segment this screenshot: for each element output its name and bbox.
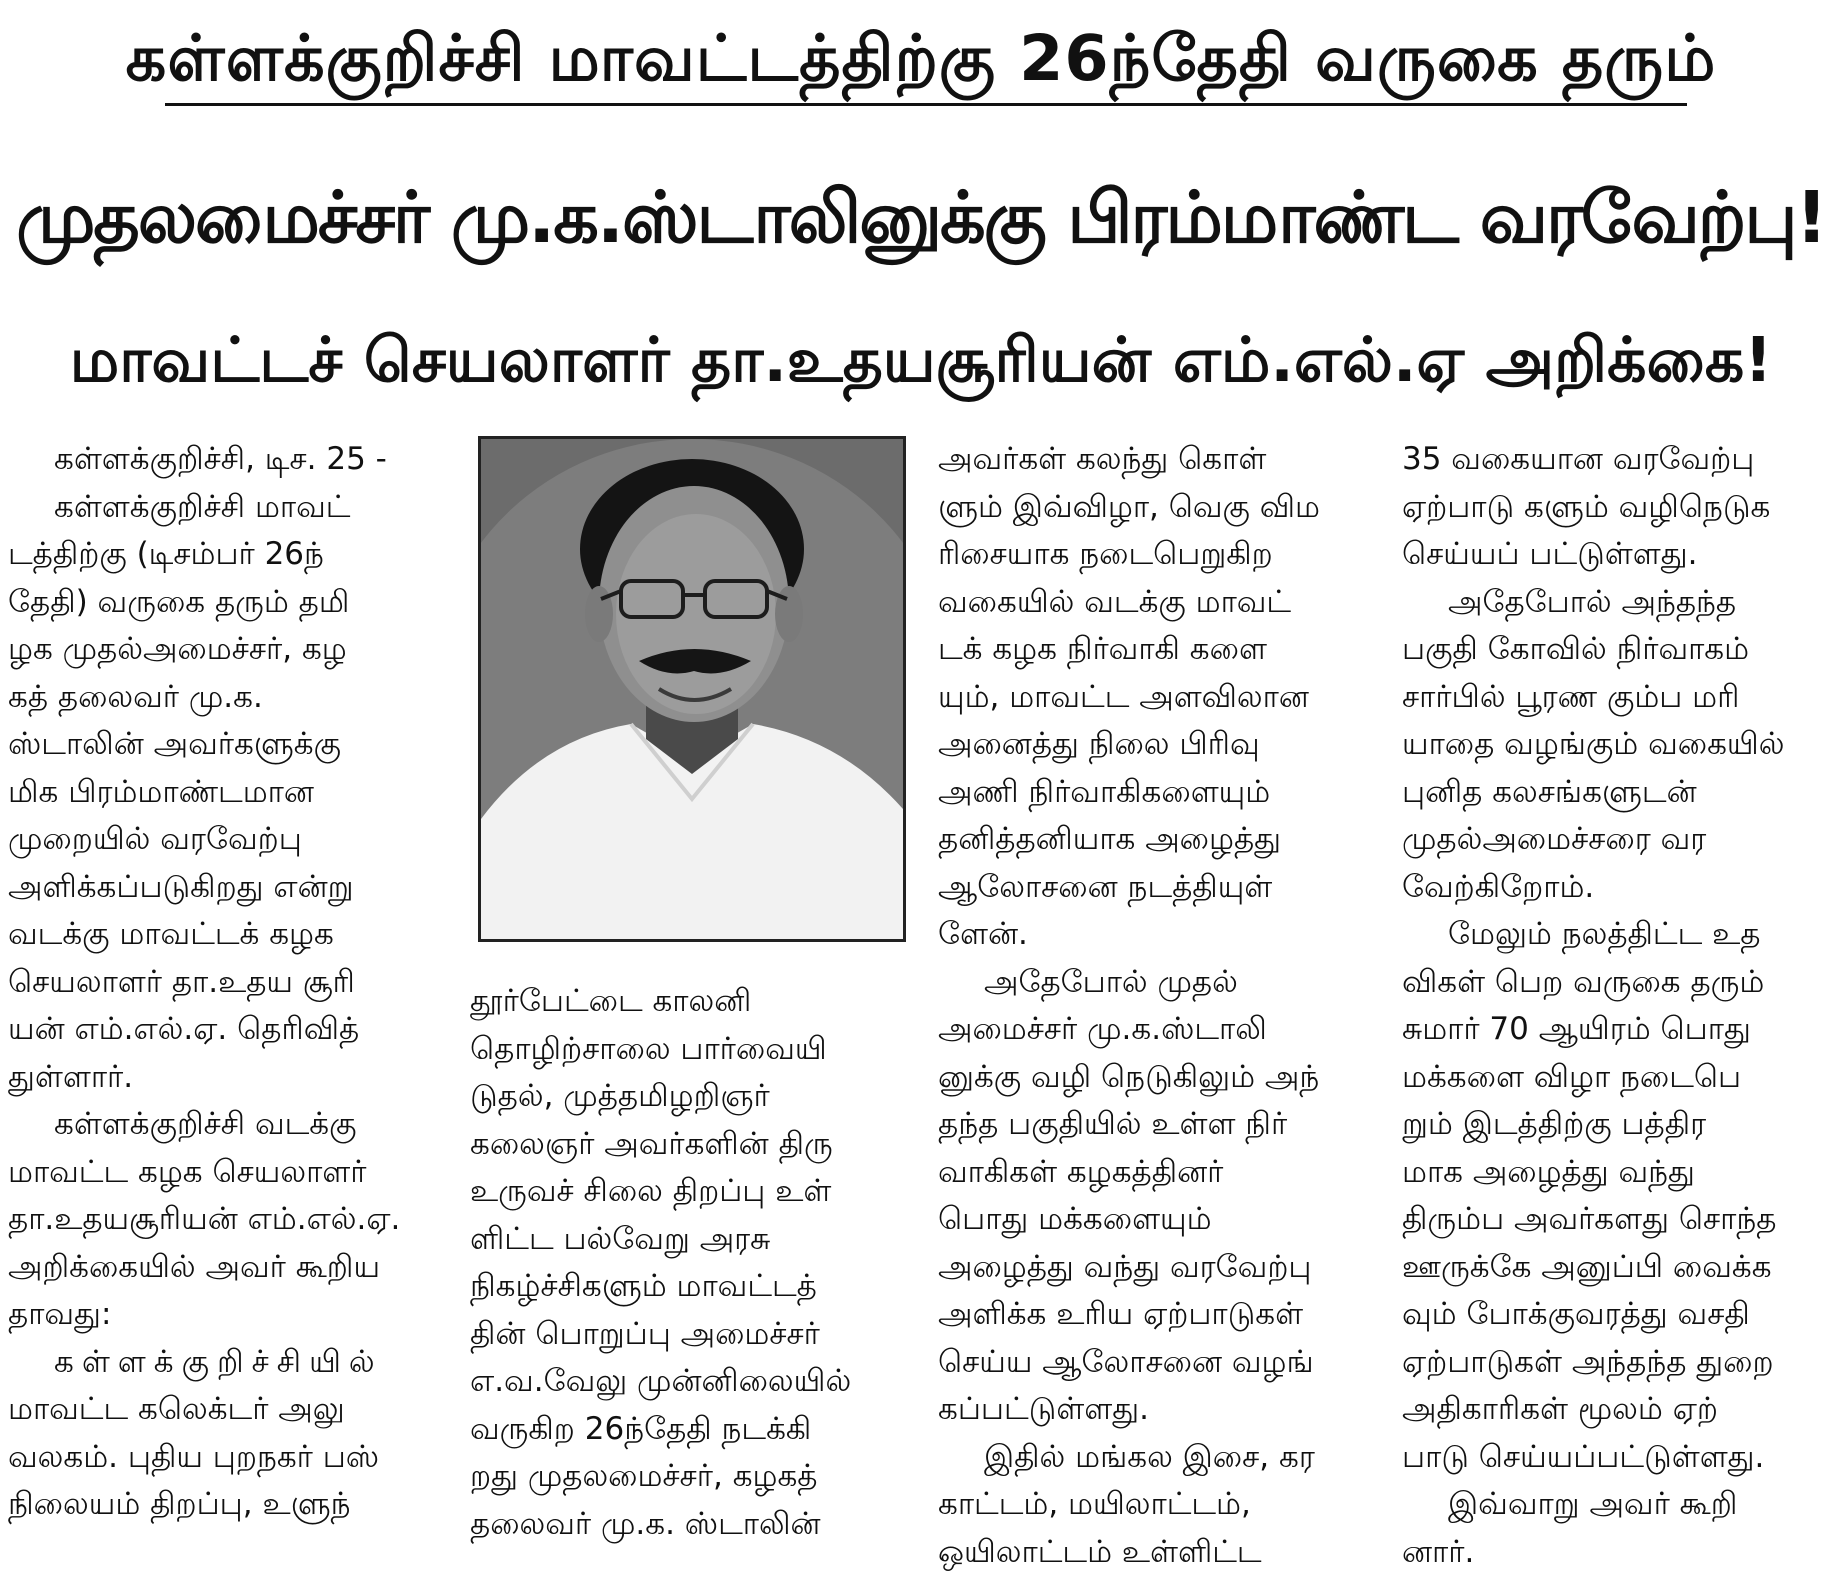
text-line: றும் இடத்திற்கு பத்திர: [1402, 1101, 1834, 1149]
text-line: அணி நிர்வாகிகளையும்: [938, 769, 1370, 817]
article-column-3: [938, 436, 1370, 1576]
text-line: இவ்வாறு அவர் கூறி: [1402, 1481, 1834, 1529]
text-line: 35 வகையான வரவேற்பு: [1402, 436, 1834, 484]
text-line: நிகழ்ச்சிகளும் மாவட்டத்: [470, 1263, 910, 1311]
text-line: புனித கலசங்களுடன்: [1402, 769, 1834, 817]
text-line: கள்ளக்குறிச்சி, டிச. 25 -: [8, 436, 438, 484]
text-line: மேலும் நலத்திட்ட உத: [1402, 911, 1834, 959]
kicker-line: கள்ளக்குறிச்சி மாவட்டத்திற்கு 26ந்தேதி வருகை தரும்: [0, 18, 1842, 98]
text-line: தூர்பேட்டை காலனி: [470, 978, 910, 1026]
text-line: காட்டம், மயிலாட்டம்,: [938, 1481, 1370, 1529]
text-line: ஒயிலாட்டம் உள்ளிட்ட: [938, 1529, 1370, 1576]
portrait-figure: [481, 439, 903, 939]
text-line: பகுதி கோவில் நிர்வாகம்: [1402, 626, 1834, 674]
text-line: தாவது:: [8, 1291, 438, 1339]
text-line: விகள் பெற வருகை தரும்: [1402, 959, 1834, 1007]
text-line: தனித்தனியாக அழைத்து: [938, 816, 1370, 864]
text-line: மக்களை விழா நடைபெ: [1402, 1054, 1834, 1102]
text-line: கள்ளக்குறிச்சி வடக்கு: [8, 1101, 438, 1149]
text-line: கத் தலைவர் மு.க.: [8, 674, 438, 722]
text-line: ளும் இவ்விழா, வெகு விம: [938, 484, 1370, 532]
portrait-photo: [478, 436, 906, 942]
text-line: ரிசையாக நடைபெறுகிற: [938, 531, 1370, 579]
text-line: அனைத்து நிலை பிரிவு: [938, 721, 1370, 769]
article-column-4: [1402, 436, 1834, 1576]
text-line: டக் கழக நிர்வாகி களை: [938, 626, 1370, 674]
text-line: ளேன்.: [938, 911, 1370, 959]
text-line: பொது மக்களையும்: [938, 1196, 1370, 1244]
text-line: ஏற்பாடுகள் அந்தந்த துறை: [1402, 1339, 1834, 1387]
text-line: ழக முதல்அமைச்சர், கழ: [8, 626, 438, 674]
text-line: துள்ளார்.: [8, 1054, 438, 1102]
text-line: எ.வ.வேலு முன்னிலையில்: [470, 1358, 910, 1406]
text-line: ஏற்பாடு களும் வழிநெடுக: [1402, 484, 1834, 532]
subheadline: மாவட்டச் செயலாளர் தா.உதயசூரியன் எம்.எல்.ஏ அறிக்கை!: [0, 315, 1842, 405]
text-line: மாவட்ட கலெக்டர் அலு: [8, 1386, 438, 1434]
text-line: யும், மாவட்ட அளவிலான: [938, 674, 1370, 722]
text-line: அழைத்து வந்து வரவேற்பு: [938, 1244, 1370, 1292]
text-line: கள்ளக்குறிச்சி மாவட்: [8, 484, 438, 532]
text-line: அதிகாரிகள் மூலம் ஏற்: [1402, 1386, 1834, 1434]
text-line: பாடு செய்யப்பட்டுள்ளது.: [1402, 1434, 1834, 1482]
text-line: ளிட்ட பல்வேறு அரசு: [470, 1216, 910, 1264]
text-line: நிலையம் திறப்பு, உளுந்: [8, 1481, 438, 1529]
article-column-1: [8, 436, 438, 1529]
text-line: கப்பட்டுள்ளது.: [938, 1386, 1370, 1434]
text-line: தொழிற்சாலை பார்வையி: [470, 1026, 910, 1074]
text-line: வலகம். புதிய புறநகர் பஸ்: [8, 1434, 438, 1482]
text-line: தேதி) வருகை தரும் தமி: [8, 579, 438, 627]
text-line: தின் பொறுப்பு அமைச்சர்: [470, 1311, 910, 1359]
divider-rule: [165, 103, 1687, 106]
text-line: அமைச்சர் மு.க.ஸ்டாலி: [938, 1006, 1370, 1054]
text-line: மாக அழைத்து வந்து: [1402, 1149, 1834, 1197]
headline: முதலமைச்சர் மு.க.ஸ்டாலினுக்கு பிரம்மாண்ட வரவேற்பு!: [0, 148, 1842, 288]
text-line: தலைவர் மு.க. ஸ்டாலின்: [470, 1501, 910, 1549]
text-line: கள்ளக்குறிச்சியில்: [8, 1339, 438, 1387]
text-line: யாதை வழங்கும் வகையில்: [1402, 721, 1834, 769]
text-line: செய்ய ஆலோசனை வழங்: [938, 1339, 1370, 1387]
text-line: றது முதலமைச்சர், கழகத்: [470, 1453, 910, 1501]
text-line: தா.உதயசூரியன் எம்.எல்.ஏ.: [8, 1196, 438, 1244]
text-line: வகையில் வடக்கு மாவட்: [938, 579, 1370, 627]
text-line: வாகிகள் கழகத்தினர்: [938, 1149, 1370, 1197]
text-line: வருகிற 26ந்தேதி நடக்கி: [470, 1406, 910, 1454]
text-line: ஊருக்கே அனுப்பி வைக்க: [1402, 1244, 1834, 1292]
text-line: கலைஞர் அவர்களின் திரு: [470, 1121, 910, 1169]
text-line: யன் எம்.எல்.ஏ. தெரிவித்: [8, 1006, 438, 1054]
article-column-2: [470, 978, 910, 1548]
text-line: அறிக்கையில் அவர் கூறிய: [8, 1244, 438, 1292]
text-line: முதல்அமைச்சரை வர: [1402, 816, 1834, 864]
text-line: டத்திற்கு (டிசம்பர் 26ந்: [8, 531, 438, 579]
text-line: னார்.: [1402, 1529, 1834, 1576]
text-line: திரும்ப அவர்களது சொந்த: [1402, 1196, 1834, 1244]
text-line: வடக்கு மாவட்டக் கழக: [8, 911, 438, 959]
text-line: மிக பிரம்மாண்டமான: [8, 769, 438, 817]
text-line: அளிக்க உரிய ஏற்பாடுகள்: [938, 1291, 1370, 1339]
text-line: இதில் மங்கல இசை, கர: [938, 1434, 1370, 1482]
text-line: ஸ்டாலின் அவர்களுக்கு: [8, 721, 438, 769]
text-line: செயலாளர் தா.உதய சூரி: [8, 959, 438, 1007]
text-line: ஆலோசனை நடத்தியுள்: [938, 864, 1370, 912]
text-line: மாவட்ட கழக செயலாளர்: [8, 1149, 438, 1197]
text-line: சார்பில் பூரண கும்ப மரி: [1402, 674, 1834, 722]
text-line: தந்த பகுதியில் உள்ள நிர்: [938, 1101, 1370, 1149]
text-line: டுதல், முத்தமிழறிஞர்: [470, 1073, 910, 1121]
text-line: னுக்கு வழி நெடுகிலும் அந்: [938, 1054, 1370, 1102]
text-line: வும் போக்குவரத்து வசதி: [1402, 1291, 1834, 1339]
text-line: அளிக்கப்படுகிறது என்று: [8, 864, 438, 912]
text-line: உருவச் சிலை திறப்பு உள்: [470, 1168, 910, 1216]
text-line: முறையில் வரவேற்பு: [8, 816, 438, 864]
text-line: வேற்கிறோம்.: [1402, 864, 1834, 912]
text-line: செய்யப் பட்டுள்ளது.: [1402, 531, 1834, 579]
text-line: அதேபோல் முதல்: [938, 959, 1370, 1007]
text-line: சுமார் 70 ஆயிரம் பொது: [1402, 1006, 1834, 1054]
text-line: அவர்கள் கலந்து கொள்: [938, 436, 1370, 484]
text-line: அதேபோல் அந்தந்த: [1402, 579, 1834, 627]
